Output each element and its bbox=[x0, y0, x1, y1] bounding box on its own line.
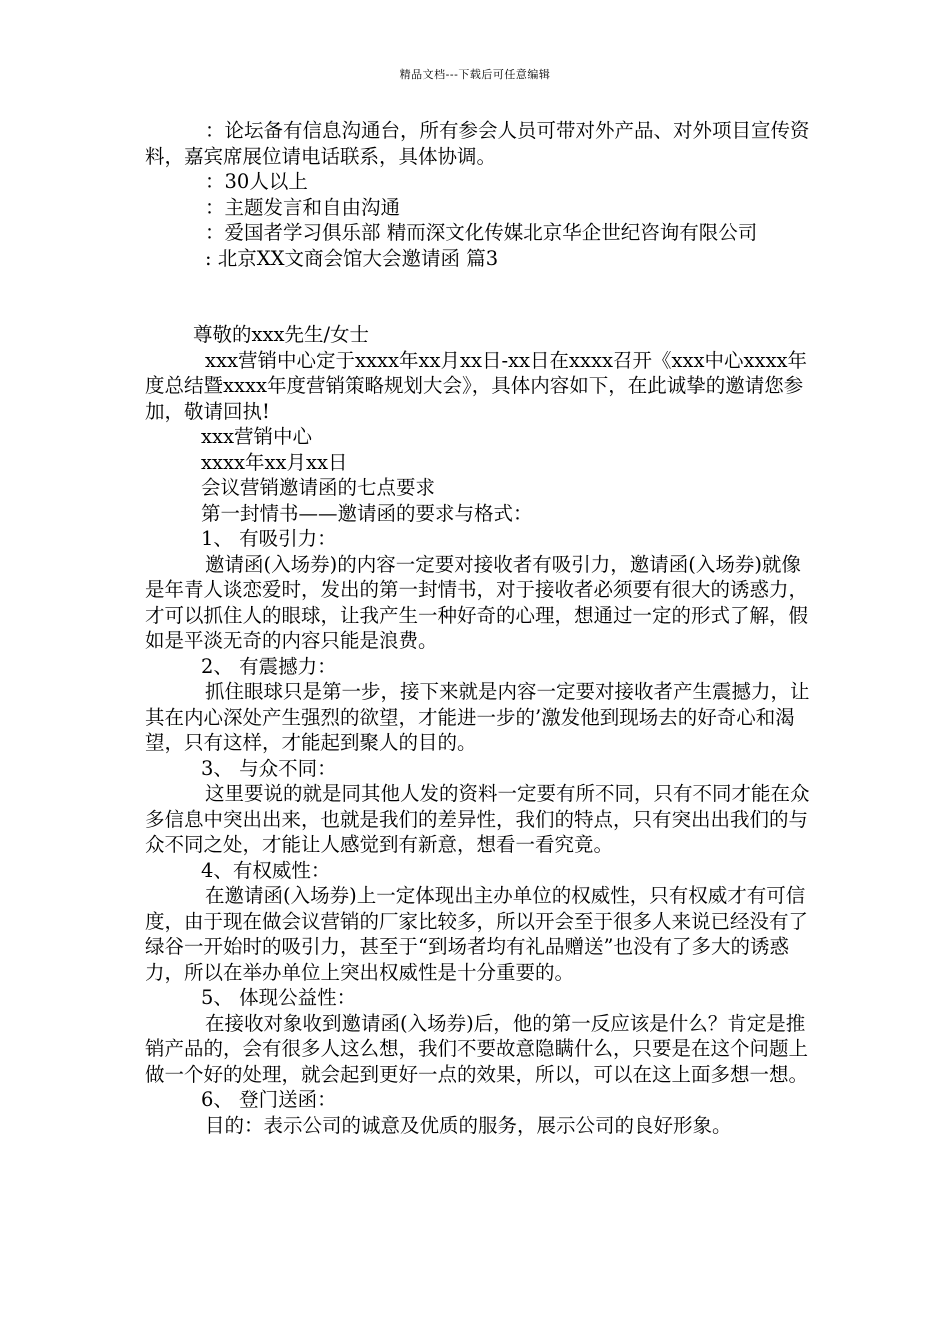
item-5-heading: 5、 体现公益性： bbox=[201, 986, 357, 1009]
item-5-body: 在接收对象收到邀请函(入场券)后，他的第一反应该是什么？肯定是推销产品的，会有很多人这么想，我们不要故意隐瞒什么，只要是在这个问题上做一个好的处理，就会起到更好一点的效果，所以，可以在这上面多想一想。 bbox=[145, 1011, 809, 1086]
paragraph-forum-info: ：论坛备有信息沟通台，所有参会人员可带对外产品、对外项目宣传资料，嘉宾席展位请电话联系，具体协调。 bbox=[145, 119, 810, 168]
item-4-heading: 4、有权威性： bbox=[201, 858, 331, 882]
paragraph-attendance: ：30人以上 bbox=[205, 170, 308, 193]
heading-seven-requirements: 会议营销邀请函的七点要求 bbox=[201, 476, 436, 499]
item-2-body: 抓住眼球只是第一步，接下来就是内容一定要对接收者产生震撼力，让其在内心深处产生强烈的欲望，才能进一步的’激发他到现场去的好奇心和渴望，只有这样，才能起到聚人的目的。 bbox=[145, 680, 810, 754]
item-3-heading: 3、 与众不同： bbox=[201, 756, 337, 780]
paragraph-invitation-body: xxx营销中心定于xxxx年xx月xx日-xx日在xxxx召开《xxx中心xxxx年度总结暨xxxx年度营销策略规划大会》，具体内容如下，在此诚挚的邀请您参加，敬请回执! bbox=[145, 348, 808, 423]
item-3-body: 这里要说的就是同其他人发的资料一定要有所不同，只有不同才能在众多信息中突出出来，也就是我们的差异性，我们的特点，只有突出出我们的与众不同之处，才能让人感觉到有新意，想看一看究竟。 bbox=[145, 782, 810, 856]
paragraph-organizers: ：爱国者学习俱乐部 精而深文化传媒北京华企世纪咨询有限公司 bbox=[205, 221, 758, 244]
item-1-body: 邀请函(入场券)的内容一定要对接收者有吸引力，邀请函(入场券)就像是年青人谈恋爱时，发出的第一封情书，对于接收者必须要有很大的诱惑力，才可以抓住人的眼球，让我产生一种好奇的心理，想通过一定的形式了解，假如是平淡无奇的内容只能是浪费。 bbox=[145, 552, 809, 652]
item-4-body: 在邀请函(入场券)上一定体现出主办单位的权威性，只有权威才有可信度，由于现在做会议营销的厂家比较多，所以开会至于很多人来说已经没有了绿谷一开始时的吸引力，甚至于“到场者均有礼品赠送”也没有了多大的诱惑力，所以在举办单位上突出权威性是十分重要的。 bbox=[145, 884, 809, 984]
signature-date: xxxx年xx月xx日 bbox=[201, 450, 348, 474]
item-6-body: 目的：表示公司的诚意及优质的服务，展示公司的良好形象。 bbox=[205, 1113, 732, 1137]
spacer bbox=[145, 271, 810, 322]
paragraph-section-title: : 北京XX文商会馆大会邀请函 篇3 bbox=[205, 246, 499, 270]
item-2-heading: 2、 有震撼力： bbox=[201, 654, 337, 678]
heading-first-love-letter: 第一封情书——邀请函的要求与格式： bbox=[201, 501, 533, 525]
paragraph-format: ：主题发言和自由沟通 bbox=[205, 195, 401, 219]
page-header: 精品文档---下载后可任意编辑 bbox=[399, 68, 551, 81]
salutation: 尊敬的xxx先生/女士 bbox=[193, 323, 370, 346]
item-1-heading: 1、 有吸引力： bbox=[201, 527, 337, 550]
signature-organization: xxx营销中心 bbox=[201, 425, 312, 448]
document-body bbox=[145, 118, 810, 1138]
item-6-heading: 6、 登门送函： bbox=[201, 1088, 337, 1111]
